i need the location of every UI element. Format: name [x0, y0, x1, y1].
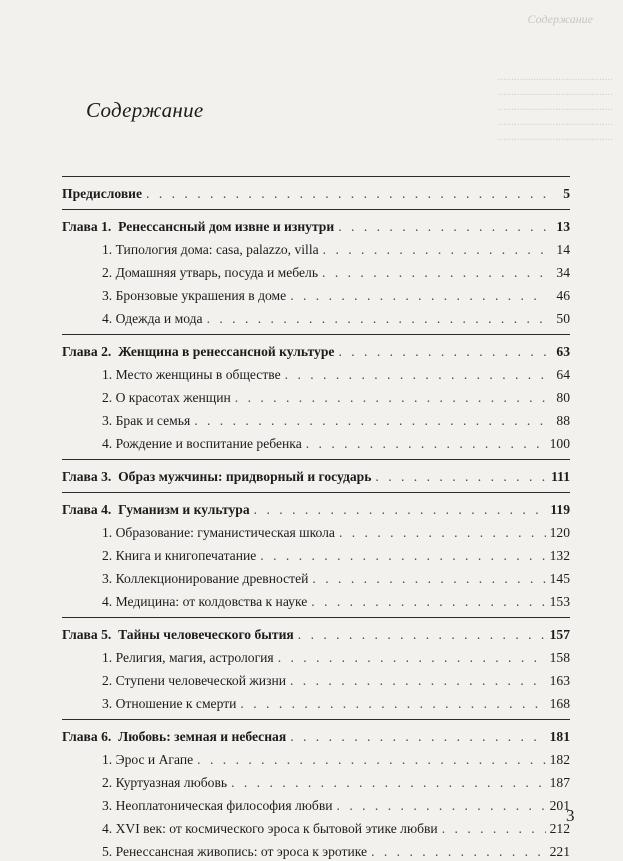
- toc-section-row: [62, 644, 570, 667]
- page-reference: 132: [549, 548, 570, 563]
- dot-leader: [260, 547, 545, 565]
- toc-section-row: [62, 236, 570, 259]
- page-reference: 168: [549, 696, 570, 711]
- page-reference: 187: [549, 775, 570, 790]
- page-reference: 14: [556, 242, 570, 257]
- dot-leader: [306, 435, 546, 453]
- page-reference: 153: [549, 594, 570, 609]
- section-divider: [62, 176, 570, 177]
- toc-section-row: [62, 519, 570, 542]
- section-divider: [62, 459, 570, 460]
- page-reference: 163: [549, 673, 570, 688]
- section-divider: [62, 209, 570, 210]
- page-reference: 120: [549, 525, 570, 540]
- dot-leader: [323, 241, 546, 259]
- chapter-number: Глава 2.: [62, 344, 119, 359]
- toc-section-row: [62, 667, 570, 690]
- page-reference: 13: [556, 219, 570, 234]
- section-number: 3.: [102, 288, 116, 303]
- dot-leader: [371, 843, 546, 861]
- toc-section-row: [62, 282, 570, 305]
- toc-section-row: [62, 384, 570, 407]
- dot-leader: [375, 468, 546, 486]
- section-title: Куртуазная любовь: [115, 775, 228, 790]
- dot-leader: [240, 695, 545, 713]
- toc-chapter-row: [62, 338, 570, 361]
- toc-section-row: [62, 588, 570, 611]
- dot-leader: [338, 343, 546, 361]
- bleed-through-text: .......................................... .......................................... .......................................... .......................................... ..........................................: [497, 71, 613, 143]
- section-number: 3.: [102, 798, 116, 813]
- toc-section-row: [62, 769, 570, 792]
- toc-section-row: [62, 746, 570, 769]
- bleed-through-header: Содержание: [527, 12, 593, 26]
- page-reference: 157: [549, 627, 570, 642]
- section-title: Бронзовые украшения в доме: [115, 288, 287, 303]
- dot-leader: [290, 287, 546, 305]
- page-reference: 182: [549, 752, 570, 767]
- section-title: Ренессансная живопись: от эроса к эротике: [115, 844, 368, 859]
- section-title: Одежда и мода: [115, 311, 203, 326]
- section-title: Типология дома: casa, palazzo, villa: [115, 242, 319, 257]
- dot-leader: [146, 185, 546, 203]
- section-number: 5.: [102, 844, 116, 859]
- section-number: 1.: [102, 367, 116, 382]
- toc-chapter-row: [62, 723, 570, 746]
- toc-section-row: [62, 565, 570, 588]
- section-number: 4.: [102, 436, 116, 451]
- page-number: 3: [566, 806, 575, 825]
- dot-leader: [298, 626, 546, 644]
- chapter-title: Ренессансный дом извне и изнутри: [118, 219, 335, 234]
- section-title: Неоплатоническая философия любви: [115, 798, 333, 813]
- dot-leader: [278, 649, 546, 667]
- dot-leader: [207, 310, 546, 328]
- section-number: 3.: [102, 696, 116, 711]
- chapter-number: Глава 4.: [62, 502, 119, 517]
- toc-section-row: [62, 430, 570, 453]
- section-number: 4.: [102, 821, 116, 836]
- page-reference: 201: [549, 798, 570, 813]
- table-of-contents: [62, 170, 570, 861]
- dot-leader: [235, 389, 546, 407]
- page-reference: 145: [549, 571, 570, 586]
- section-number: 1.: [102, 650, 116, 665]
- page-reference: 50: [556, 311, 570, 326]
- section-number: 2.: [102, 673, 116, 688]
- page-reference: 100: [549, 436, 570, 451]
- toc-chapter-row: [62, 496, 570, 519]
- section-number: 1.: [102, 752, 116, 767]
- page-reference: 119: [550, 502, 570, 517]
- toc-section-row: [62, 305, 570, 328]
- dot-leader: [338, 218, 546, 236]
- chapter-title: Образ мужчины: придворный и государь: [118, 469, 372, 484]
- section-divider: [62, 719, 570, 720]
- section-number: 2.: [102, 775, 116, 790]
- page-reference: 80: [556, 390, 570, 405]
- toc-chapter-row: [62, 463, 570, 486]
- toc-section-row: [62, 361, 570, 384]
- chapter-number: Глава 6.: [62, 729, 119, 744]
- toc-chapter-row: [62, 213, 570, 236]
- toc-section-row: [62, 815, 570, 838]
- page-reference: 34: [556, 265, 570, 280]
- section-divider: [62, 334, 570, 335]
- page-reference: 221: [549, 844, 570, 859]
- section-number: 2.: [102, 265, 116, 280]
- page-reference: 181: [549, 729, 570, 744]
- toc-section-row: [62, 792, 570, 815]
- dot-leader: [311, 593, 545, 611]
- chapter-number: Глава 3.: [62, 469, 119, 484]
- toc-chapter-row: [62, 621, 570, 644]
- section-number: 2.: [102, 548, 116, 563]
- page-reference: 64: [556, 367, 570, 382]
- section-title: Ступени человеческой жизни: [115, 673, 286, 688]
- section-title: XVI век: от космического эроса к бытовой этике любви: [115, 821, 438, 836]
- section-title: Книга и книгопечатание: [115, 548, 257, 563]
- section-title: Религия, магия, астрология: [115, 650, 274, 665]
- section-number: 3.: [102, 413, 116, 428]
- section-title: Рождение и воспитание ребенка: [115, 436, 302, 451]
- dot-leader: [339, 524, 546, 542]
- dot-leader: [290, 728, 545, 746]
- section-title: Домашняя утварь, посуда и мебель: [115, 265, 319, 280]
- section-divider: [62, 617, 570, 618]
- section-number: 1.: [102, 525, 116, 540]
- chapter-number: Глава 5.: [62, 627, 119, 642]
- dot-leader: [254, 501, 546, 519]
- section-title: Образование: гуманистическая школа: [115, 525, 335, 540]
- toc-section-row: [62, 259, 570, 282]
- section-divider: [62, 492, 570, 493]
- section-number: 4.: [102, 594, 116, 609]
- toc-section-row: [62, 838, 570, 861]
- dot-leader: [290, 672, 546, 690]
- page-reference: 111: [551, 469, 570, 484]
- section-number: 3.: [102, 571, 116, 586]
- section-title: Медицина: от колдовства к науке: [115, 594, 308, 609]
- section-number: 1.: [102, 242, 116, 257]
- dot-leader: [312, 570, 545, 588]
- page-title: Содержание: [86, 98, 204, 122]
- toc-section-row: [62, 542, 570, 565]
- page-reference: 5: [563, 186, 570, 201]
- section-title: Эрос и Агапе: [115, 752, 194, 767]
- toc-section-row: [62, 407, 570, 430]
- section-title: О красотах женщин: [115, 390, 231, 405]
- section-title: Брак и семья: [115, 413, 191, 428]
- chapter-title: Гуманизм и культура: [118, 502, 250, 517]
- toc-section-row: [62, 690, 570, 713]
- dot-leader: [231, 774, 546, 792]
- section-title: Коллекционирование древностей: [115, 571, 309, 586]
- dot-leader: [337, 797, 546, 815]
- page-reference: 46: [556, 288, 570, 303]
- page-reference: 88: [556, 413, 570, 428]
- page-reference: 158: [549, 650, 570, 665]
- dot-leader: [285, 366, 546, 384]
- chapter-title: Любовь: земная и небесная: [118, 729, 287, 744]
- dot-leader: [322, 264, 546, 282]
- page-reference: 63: [556, 344, 570, 359]
- chapter-number: Глава 1.: [62, 219, 119, 234]
- chapter-title: Тайны человеческого бытия: [118, 627, 294, 642]
- section-title: Отношение к смерти: [115, 696, 237, 711]
- page-reference: 212: [549, 821, 570, 836]
- dot-leader: [194, 412, 546, 430]
- dot-leader: [197, 751, 545, 769]
- toc-chapter-row: [62, 180, 570, 203]
- section-number: 4.: [102, 311, 116, 326]
- chapter-title: Женщина в ренессансной культуре: [118, 344, 335, 359]
- section-title: Место женщины в обществе: [115, 367, 281, 382]
- section-number: 2.: [102, 390, 116, 405]
- dot-leader: [442, 820, 546, 838]
- chapter-title: Предисловие: [62, 186, 143, 201]
